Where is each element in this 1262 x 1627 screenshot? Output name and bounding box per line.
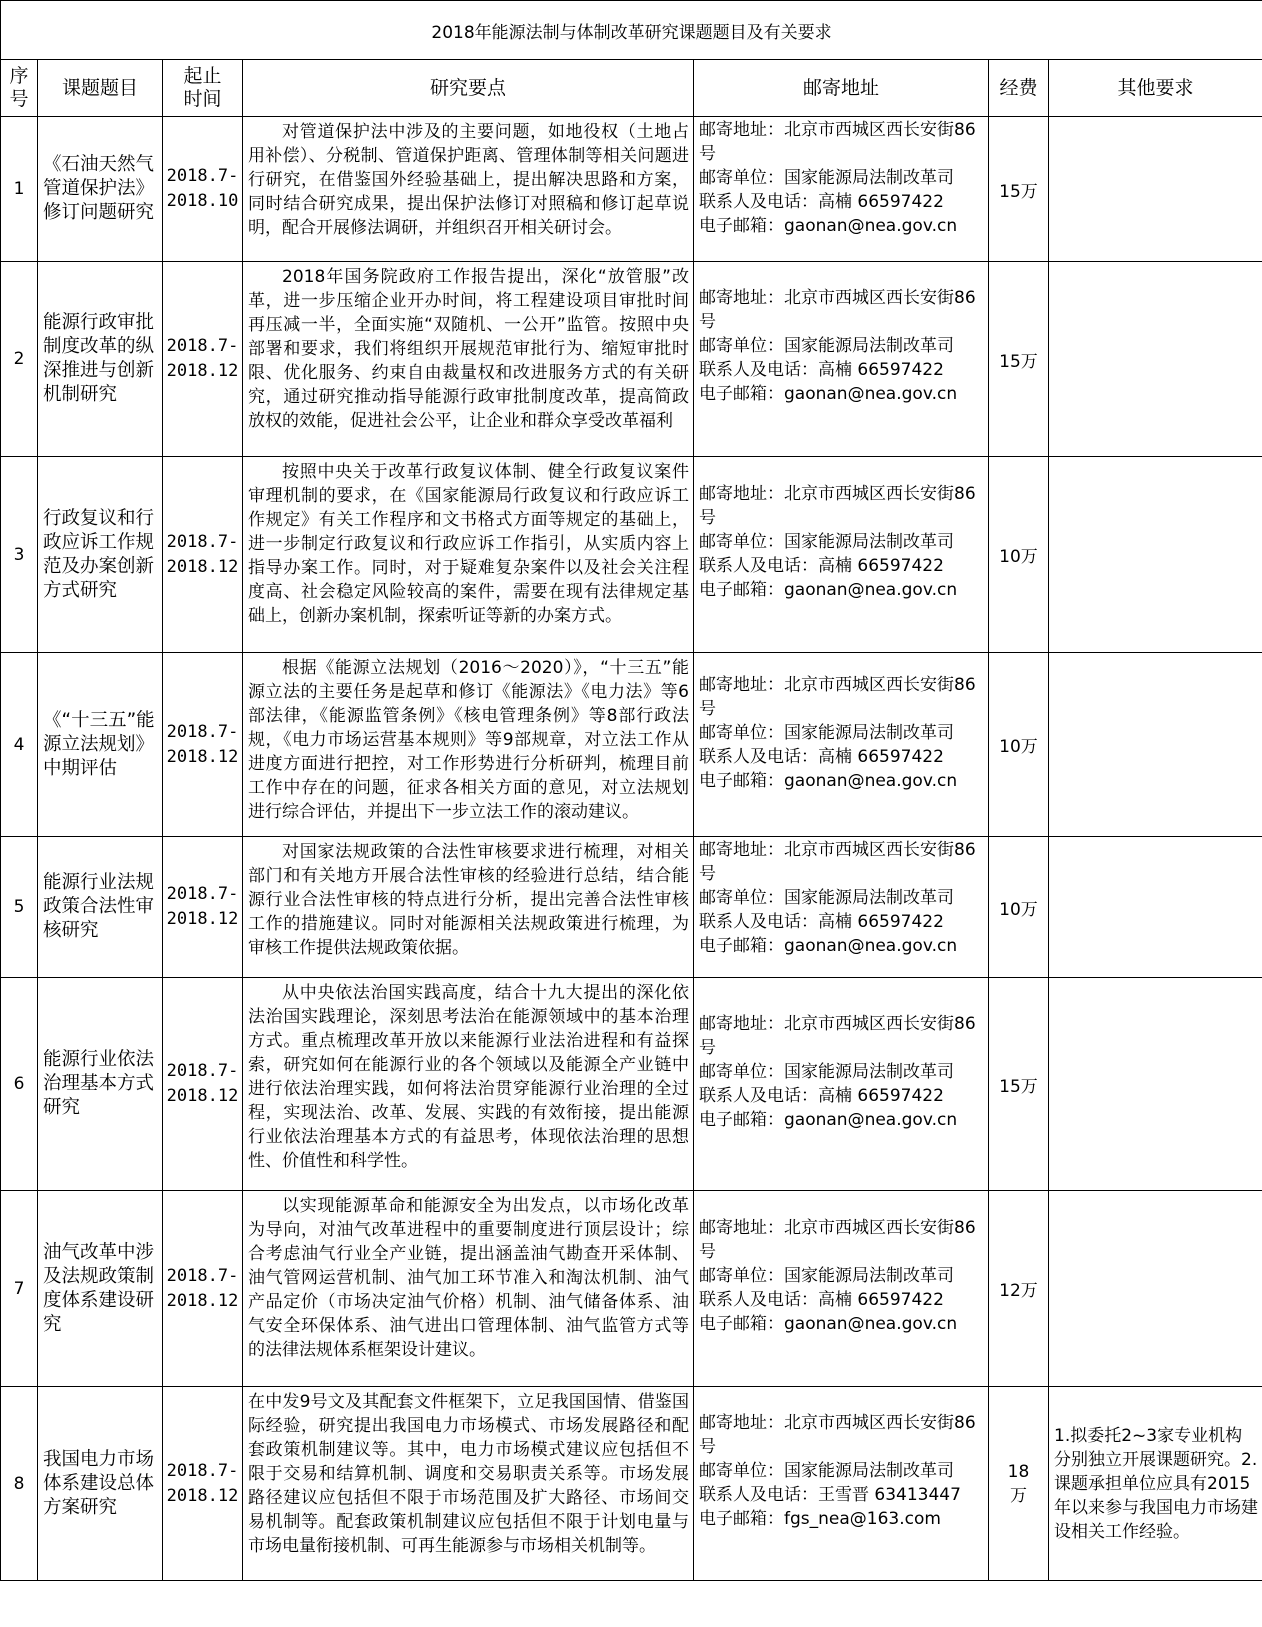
row-address: 邮寄地址：北京市西城区西长安街86号 邮寄单位：国家能源局法制改革司 联系人及电话：高楠 66597422 电子邮箱：gaonan@nea.gov.cn bbox=[694, 1191, 989, 1387]
row-address: 邮寄地址：北京市西城区西长安街86号 邮寄单位：国家能源局法制改革司 联系人及电话：高楠 66597422 电子邮箱：gaonan@nea.gov.cn bbox=[694, 837, 989, 978]
row-fee: 10万 bbox=[989, 653, 1049, 837]
row-index: 7 bbox=[1, 1191, 38, 1387]
row-address: 邮寄地址：北京市西城区西长安街86号 邮寄单位：国家能源局法制改革司 联系人及电话：高楠 66597422 电子邮箱：gaonan@nea.gov.cn bbox=[694, 117, 989, 262]
header-row bbox=[1, 60, 1262, 117]
table-row bbox=[1, 262, 1262, 457]
row-index: 3 bbox=[1, 457, 38, 653]
row-address: 邮寄地址：北京市西城区西长安街86号 邮寄单位：国家能源局法制改革司 联系人及电话：高楠 66597422 电子邮箱：gaonan@nea.gov.cn bbox=[694, 978, 989, 1191]
row-topic: 《“十三五”能源立法规划》中期评估 bbox=[38, 653, 163, 837]
row-fee: 15万 bbox=[989, 262, 1049, 457]
row-period: 2018.7- 2018.12 bbox=[163, 1191, 243, 1387]
row-points: 在中发9号文及其配套文件框架下，立足我国国情、借鉴国际经验，研究提出我国电力市场模式、市场发展路径和配套政策机制建议等。其中，电力市场模式建议应包括但不限于交易和结算机制、调度和交易职责关系等。市场发展路径建议应包括但不限于市场范围及扩大路径、市场间交易机制等。配套政策机制建议应包括但不限于计划电量与市场电量衔接机制、可再生能源参与市场相关机制等。 bbox=[243, 1387, 694, 1581]
row-points: 对管道保护法中涉及的主要问题，如地役权（土地占用补偿）、分税制、管道保护距离、管理体制等相关问题进行研究，在借鉴国外经验基础上，提出解决思路和方案，同时结合研究成果，提出保护法修订对照稿和修订起草说明，配合开展修法调研，并组织召开相关研讨会。 bbox=[243, 117, 694, 262]
row-index: 6 bbox=[1, 978, 38, 1191]
header-period: 起止时间 bbox=[163, 60, 243, 117]
header-index: 序号 bbox=[1, 60, 38, 117]
row-period: 2018.7- 2018.12 bbox=[163, 1387, 243, 1581]
row-index: 8 bbox=[1, 1387, 38, 1581]
row-period: 2018.7- 2018.10 bbox=[163, 117, 243, 262]
row-topic: 能源行政审批制度改革的纵深推进与创新机制研究 bbox=[38, 262, 163, 457]
row-index: 1 bbox=[1, 117, 38, 262]
row-address: 邮寄地址：北京市西城区西长安街86号 邮寄单位：国家能源局法制改革司 联系人及电话：王雪晋 63413447 电子邮箱：fgs_nea@163.com bbox=[694, 1387, 989, 1581]
row-topic: 油气改革中涉及法规政策制度体系建设研究 bbox=[38, 1191, 163, 1387]
row-topic: 《石油天然气管道保护法》修订问题研究 bbox=[38, 117, 163, 262]
row-points: 以实现能源革命和能源安全为出发点，以市场化改革为导向，对油气改革进程中的重要制度进行顶层设计；综合考虑油气行业全产业链，提出涵盖油气勘查开采体制、油气管网运营机制、油气加工环节准入和淘汰机制、油气产品定价（市场决定油气价格）机制、油气储备体系、油气安全环保体系、油气进出口管理体制、油气监管方式等的法律法规体系框架设计建议。 bbox=[243, 1191, 694, 1387]
header-topic: 课题题目 bbox=[38, 60, 163, 117]
row-fee: 15万 bbox=[989, 978, 1049, 1191]
table-row bbox=[1, 978, 1262, 1191]
row-points: 对国家法规政策的合法性审核要求进行梳理，对相关部门和有关地方开展合法性审核的经验进行总结，结合能源行业合法性审核的特点进行分析，提出完善合法性审核工作的措施建议。同时对能源相关法规政策进行梳理，为审核工作提供法规政策依据。 bbox=[243, 837, 694, 978]
row-index: 5 bbox=[1, 837, 38, 978]
row-other bbox=[1049, 837, 1262, 978]
row-period: 2018.7- 2018.12 bbox=[163, 653, 243, 837]
row-fee: 15万 bbox=[989, 117, 1049, 262]
row-period: 2018.7- 2018.12 bbox=[163, 978, 243, 1191]
row-index: 4 bbox=[1, 653, 38, 837]
row-fee: 12万 bbox=[989, 1191, 1049, 1387]
row-other bbox=[1049, 117, 1262, 262]
row-topic: 能源行业法规政策合法性审核研究 bbox=[38, 837, 163, 978]
table-row bbox=[1, 1191, 1262, 1387]
row-period: 2018.7- 2018.12 bbox=[163, 262, 243, 457]
table-row bbox=[1, 653, 1262, 837]
row-other: 1.拟委托2~3家专业机构分别独立开展课题研究。2.课题承担单位应具有2015年以来参与我国电力市场建设相关工作经验。 bbox=[1049, 1387, 1262, 1581]
row-period: 2018.7- 2018.12 bbox=[163, 837, 243, 978]
header-other: 其他要求 bbox=[1049, 60, 1262, 117]
row-points: 2018年国务院政府工作报告提出，深化“放管服”改革，进一步压缩企业开办时间，将工程建设项目审批时间再压减一半，全面实施“双随机、一公开”监管。按照中央部署和要求，我们将组织开展规范审批行为、缩短审批时限、优化服务、约束自由裁量权和改进服务方式的有关研究，通过研究推动指导能源行政审批制度改革，提高简政放权的效能，促进社会公平，让企业和群众享受改革福利 bbox=[243, 262, 694, 457]
row-other bbox=[1049, 262, 1262, 457]
header-fee: 经费 bbox=[989, 60, 1049, 117]
row-period: 2018.7- 2018.12 bbox=[163, 457, 243, 653]
row-other bbox=[1049, 653, 1262, 837]
row-topic: 我国电力市场体系建设总体方案研究 bbox=[38, 1387, 163, 1581]
row-points: 按照中央关于改革行政复议体制、健全行政复议案件审理机制的要求，在《国家能源局行政复议和行政应诉工作规定》有关工作程序和文书格式方面等规定的基础上，进一步制定行政复议和行政应诉工作指引，从实质内容上指导办案工作。同时，对于疑难复杂案件以及社会关注程度高、社会稳定风险较高的案件，需要在现有法律规定基础上，创新办案机制，探索听证等新的办案方式。 bbox=[243, 457, 694, 653]
row-address: 邮寄地址：北京市西城区西长安街86号 邮寄单位：国家能源局法制改革司 联系人及电话：高楠 66597422 电子邮箱：gaonan@nea.gov.cn bbox=[694, 653, 989, 837]
row-fee: 10万 bbox=[989, 837, 1049, 978]
row-points: 根据《能源立法规划（2016～2020）》，“十三五”能源立法的主要任务是起草和修订《能源法》《电力法》等6部法律，《能源监管条例》《核电管理条例》等8部行政法规，《电力市场运营基本规则》等9部规章，对立法工作从进度方面进行把控，对工作形势进行分析研判，梳理目前工作中存在的问题，征求各相关方面的意见，对立法规划进行综合评估，并提出下一步立法工作的滚动建议。 bbox=[243, 653, 694, 837]
row-fee: 10万 bbox=[989, 457, 1049, 653]
row-other bbox=[1049, 457, 1262, 653]
row-topic: 行政复议和行政应诉工作规范及办案创新方式研究 bbox=[38, 457, 163, 653]
header-points: 研究要点 bbox=[243, 60, 694, 117]
table-row bbox=[1, 117, 1262, 262]
header-address: 邮寄地址 bbox=[694, 60, 989, 117]
table-title: 2018年能源法制与体制改革研究课题题目及有关要求 bbox=[1, 1, 1262, 60]
table-row bbox=[1, 837, 1262, 978]
row-other bbox=[1049, 1191, 1262, 1387]
row-address: 邮寄地址：北京市西城区西长安街86号 邮寄单位：国家能源局法制改革司 联系人及电话：高楠 66597422 电子邮箱：gaonan@nea.gov.cn bbox=[694, 457, 989, 653]
row-topic: 能源行业依法治理基本方式研究 bbox=[38, 978, 163, 1191]
table-row bbox=[1, 1387, 1262, 1581]
row-other bbox=[1049, 978, 1262, 1191]
table-row bbox=[1, 457, 1262, 653]
row-points: 从中央依法治国实践高度，结合十九大提出的深化依法治国实践理论，深刻思考法治在能源领域中的基本治理方式。重点梳理改革开放以来能源行业法治进程和有益探索，研究如何在能源行业的各个领域以及能源全产业链中进行依法治理实践，如何将法治贯穿能源行业治理的全过程，实现法治、改革、发展、实践的有效衔接，提出能源行业依法治理基本方式的有益思考，体现依法治理的思想性、价值性和科学性。 bbox=[243, 978, 694, 1191]
row-index: 2 bbox=[1, 262, 38, 457]
row-fee: 18万 bbox=[989, 1387, 1049, 1581]
row-address: 邮寄地址：北京市西城区西长安街86号 邮寄单位：国家能源局法制改革司 联系人及电话：高楠 66597422 电子邮箱：gaonan@nea.gov.cn bbox=[694, 262, 989, 457]
